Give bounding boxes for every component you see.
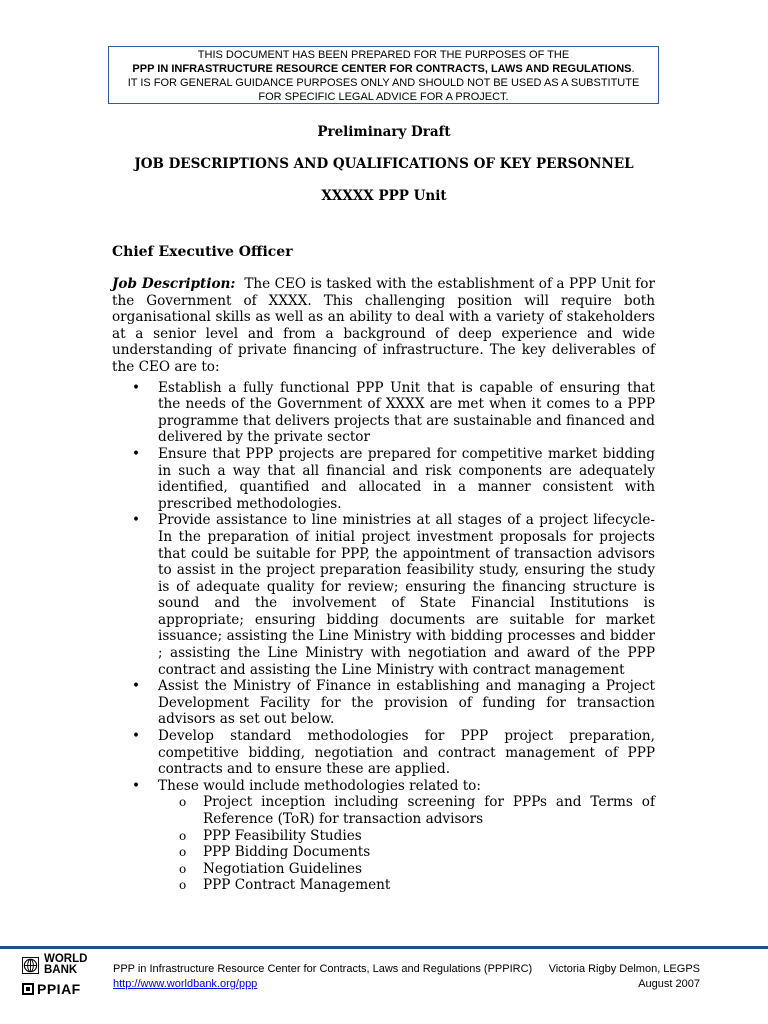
unit-name: XXXXX PPP Unit (321, 188, 447, 204)
disclaimer-line-2 (109, 62, 658, 76)
list-item-text: Provide assistance to line ministries at all stages of a project lifecycle- In the preparation of initial project investment proposals for projects that could be suitable for PPP, the appointment of transaction advisors to assist in the project preparation feasibility study, ensuring the study is of adequate quality for review; ensuring the financing structure is sound and the involvement of State Financial Institutions is appropriate; ensuring bidding documents are suitable for market issuance; assisting the Line Ministry with bidding processes and bidder ; assisting the Line Ministry with negotiation and award of the PPP contract and assisting the Line Ministry with contract management (158, 512, 655, 678)
logo-bank-text: BANK (44, 964, 78, 976)
ppiaf-logo (22, 981, 81, 997)
logo-world-text: WORLD (44, 953, 88, 965)
sub-list-item-text: PPP Bidding Documents (203, 844, 371, 861)
disclaimer-line-3: IT IS FOR GENERAL GUIDANCE PURPOSES ONLY AND SHOULD NOT BE USED AS A SUBSTITUTE (127, 77, 640, 89)
footer-resource-center: PPP in Infrastructure Resource Center for Contracts, Laws and Regulations (PPPIRC) (113, 963, 533, 975)
sub-list-item-text: Negotiation Guidelines (203, 860, 362, 877)
disclaimer-line-1: THIS DOCUMENT HAS BEEN PREPARED FOR THE PURPOSES OF THE (197, 49, 570, 61)
circle-bullet-icon: o (179, 845, 187, 860)
disclaimer-box (108, 46, 659, 104)
deliverables-list (112, 380, 655, 894)
bullet-icon: • (132, 678, 141, 695)
bullet-icon: • (132, 777, 141, 794)
list-item (112, 380, 655, 446)
sub-list-item-text: PPP Feasibility Studies (203, 827, 362, 844)
circle-bullet-icon: o (179, 878, 187, 893)
sub-list-item-text: PPP Contract Management (203, 877, 391, 894)
ppiaf-mark-icon (22, 983, 34, 995)
sub-list-item (158, 794, 655, 827)
job-description-label: Job Description: (112, 276, 236, 292)
list-item-text: Develop standard methodologies for PPP project preparation, competitive bidding, negotiation and contract management of PPP contracts and to ensure these are applied. (158, 728, 655, 778)
footer-link[interactable]: http://www.worldbank.org/ppp (113, 978, 258, 990)
methodologies-list (158, 794, 655, 894)
section-title: Chief Executive Officer (112, 244, 293, 260)
list-item (112, 446, 655, 512)
circle-bullet-icon: o (179, 828, 187, 843)
footer-date: August 2007 (638, 978, 700, 990)
bullet-icon: • (132, 379, 141, 396)
list-item-text: Establish a fully functional PPP Unit that is capable of ensuring that the needs of the Government of XXXX are met when it comes to a PPP programme that delivers projects that are sustainable and financed and delivered by the private sector (158, 379, 655, 446)
bullet-icon: • (132, 512, 141, 529)
sub-list-item (158, 877, 655, 894)
bullet-icon: • (132, 728, 141, 745)
footer-divider (0, 946, 768, 949)
sub-list-item (158, 844, 655, 861)
bullet-icon: • (132, 445, 141, 462)
footer-author: Victoria Rigby Delmon, LEGPS (548, 963, 700, 975)
list-item (112, 778, 655, 894)
document-title: JOB DESCRIPTIONS AND QUALIFICATIONS OF KEY PERSONNEL (134, 156, 634, 172)
circle-bullet-icon: o (179, 795, 187, 810)
sub-list-item (158, 861, 655, 878)
disclaimer-resource-center: PPP IN INFRASTRUCTURE RESOURCE CENTER FOR CONTRACTS, LAWS AND REGULATIONS (132, 63, 632, 75)
list-item-text: Assist the Ministry of Finance in establishing and managing a Project Development Facility for the provision of funding for transaction advisors as set out below. (158, 678, 655, 728)
draft-label: Preliminary Draft (317, 124, 451, 140)
disclaimer-line-4: FOR SPECIFIC LEGAL ADVICE FOR A PROJECT. (258, 91, 509, 103)
logo-ppiaf-text: PPIAF (37, 981, 81, 997)
list-item (112, 728, 655, 778)
disclaimer-period: . (631, 63, 635, 75)
footer-right (549, 962, 700, 992)
world-bank-logo (22, 954, 87, 976)
intro-paragraph (112, 276, 655, 376)
globe-icon (22, 957, 39, 974)
footer-center (113, 962, 532, 992)
job-description (112, 276, 655, 894)
list-item-text: These would include methodologies related to: (158, 777, 481, 794)
intro-text: The CEO is tasked with the establishment of a PPP Unit for the Government of XXXX. This challenging position will require both organisational skills as well as an ability to deal with a variety of stakeholders at a senior level and from a background of deep experience and wide understanding of private financing of infrastructure. The key deliverables of the CEO are to: (112, 276, 655, 375)
list-item (112, 512, 655, 678)
list-item-text: Ensure that PPP projects are prepared for competitive market bidding in such a way that all financial and risk components are adequately identified, quantified and allocated in a manner consistent with prescribed methodologies. (158, 445, 655, 512)
circle-bullet-icon: o (179, 861, 187, 876)
sub-list-item (158, 828, 655, 845)
list-item (112, 678, 655, 728)
sub-list-item-text: Project inception including screening for PPPs and Terms of Reference (ToR) for transaction advisors (203, 794, 655, 827)
